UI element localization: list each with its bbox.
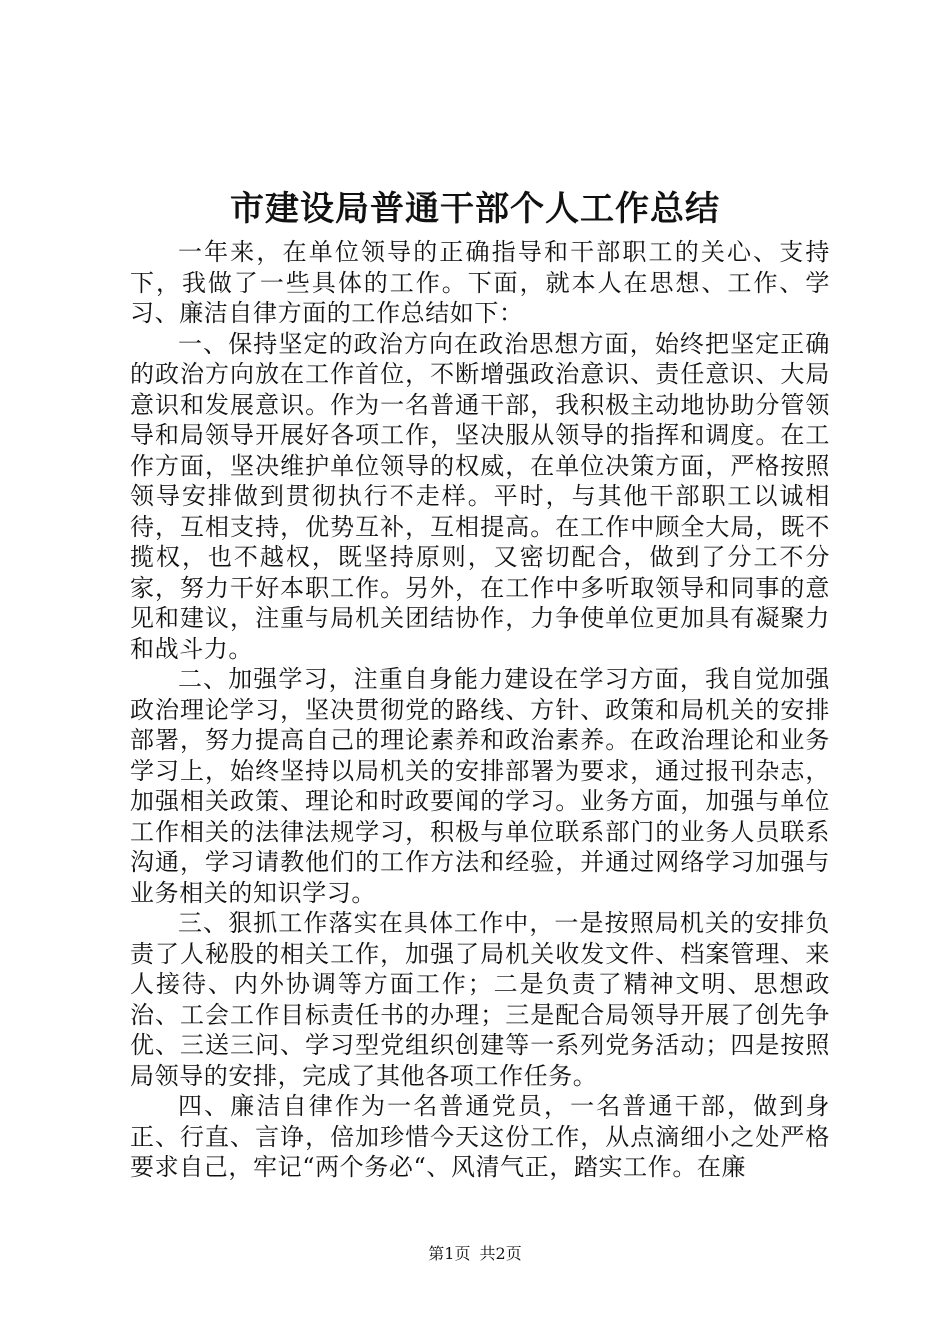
paragraph-intro: 一年来，在单位领导的正确指导和干部职工的关心、支持下，我做了一些具体的工作。下面，就本人在思想、工作、学习、廉洁自律方面的工作总结如下： xyxy=(130,238,830,327)
paragraph-study: 二、加强学习，注重自身能力建设在学习方面，我自觉加强政治理论学习，坚决贯彻党的路线、方针、政策和局机关的安排部署，努力提高自己的理论素养和政治素养。在政治理论和业务学习上，始终坚持以局机关的安排部署为要求，通过报刊杂志，加强相关政策、理论和时政要闻的学习。业务方面，加强与单位工作相关的法律法规学习，积极与单位联系部门的业务人员联系沟通，学习请教他们的工作方法和经验，并通过网络学习加强与业务相关的知识学习。 xyxy=(130,665,830,907)
document-body xyxy=(130,237,830,1183)
page-total: 共2页 xyxy=(479,1244,522,1263)
document-title: 市建设局普通干部个人工作总结 xyxy=(230,189,720,229)
paragraph-work-implementation: 三、狠抓工作落实在具体工作中，一是按照局机关的安排负责了人秘股的相关工作，加强了局机关收发文件、档案管理、来人接待、内外协调等方面工作；二是负责了精神文明、思想政治、工会工作目标责任书的办理；三是配合局领导开展了创先争优、三送三问、学习型党组织创建等一系列党务活动；四是按照局领导的安排，完成了其他各项工作任务。 xyxy=(130,909,830,1090)
page-number: 第1页 xyxy=(428,1244,471,1263)
paragraph-political-direction: 一、保持坚定的政治方向在政治思想方面，始终把坚定正确的政治方向放在工作首位，不断增强政治意识、责任意识、大局意识和发展意识。作为一名普通干部，我积极主动地协助分管领导和局领导开展好各项工作，坚决服从领导的指挥和调度。在工作方面，坚决维护单位领导的权威，在单位决策方面，严格按照领导安排做到贯彻执行不走样。平时，与其他干部职工以诚相待，互相支持，优势互补，互相提高。在工作中顾全大局，既不揽权，也不越权，既坚持原则，又密切配合，做到了分工不分家，努力干好本职工作。另外，在工作中多听取领导和同事的意见和建议，注重与局机关团结协作，力争使单位更加具有凝聚力和战斗力。 xyxy=(130,329,830,663)
paragraph-integrity: 四、廉洁自律作为一名普通党员，一名普通干部，做到身正、行直、言诤，倍加珍惜今天这份工作，从点滴细小之处严格要求自己，牢记“两个务必“、风清气正，踏实工作。在廉 xyxy=(130,1092,830,1181)
page-footer xyxy=(0,1243,950,1265)
